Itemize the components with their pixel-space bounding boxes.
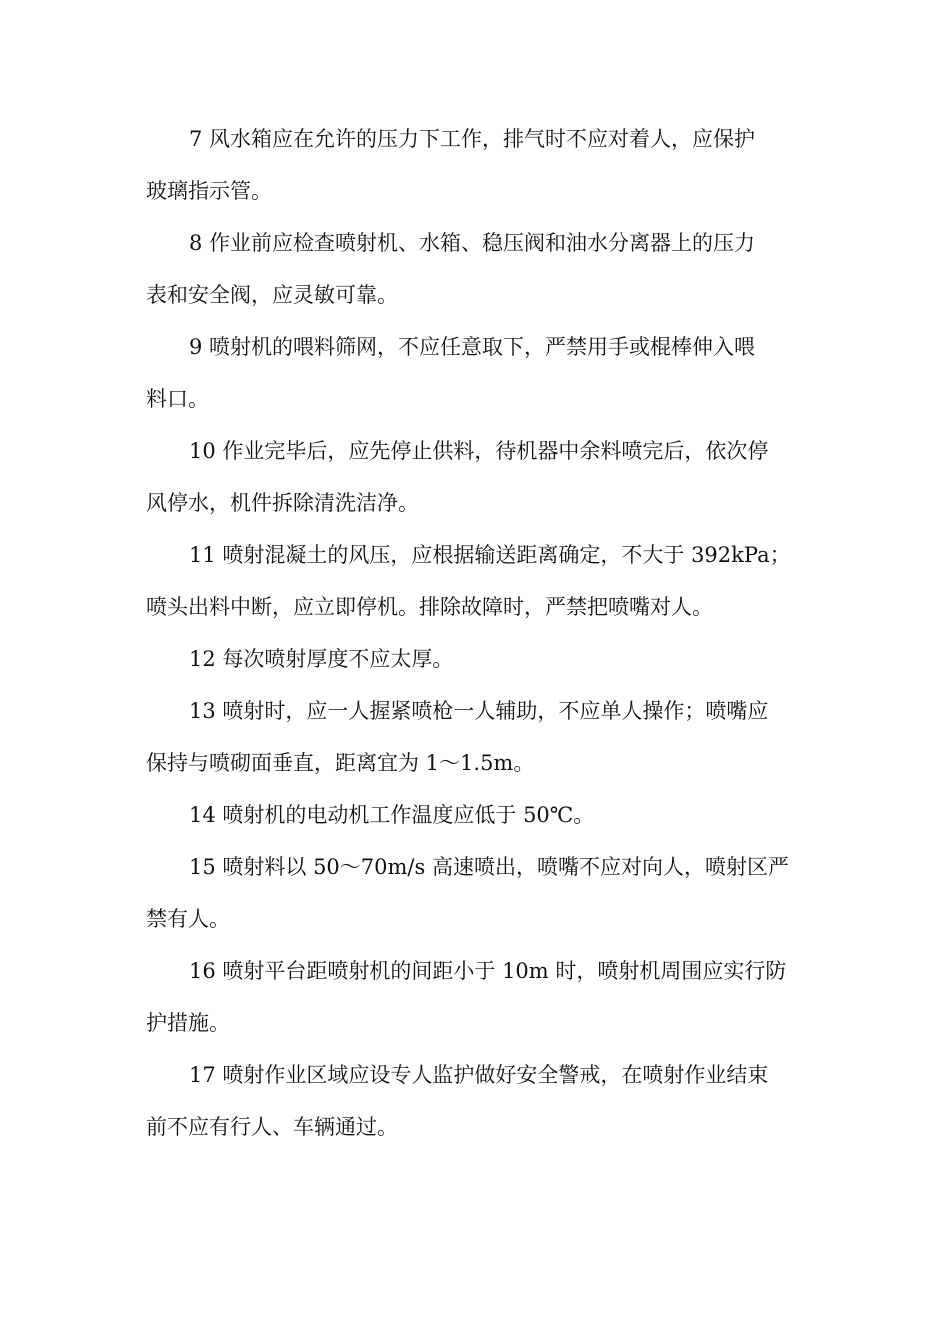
paragraph-line: 风停水，机件拆除清洗洁净。 xyxy=(146,491,419,515)
paragraph-line: 玻璃指示管。 xyxy=(146,179,272,203)
paragraph-8 xyxy=(146,217,806,321)
paragraph-line: 14 喷射机的电动机工作温度应低于 50℃。 xyxy=(189,803,595,827)
paragraph-12 xyxy=(146,633,806,685)
paragraph-line: 10 作业完毕后，应先停止供料，待机器中余料喷完后，依次停 xyxy=(189,439,769,463)
paragraph-line: 16 喷射平台距喷射机的间距小于 10m 时，喷射机周围应实行防 xyxy=(189,959,787,983)
paragraph-line: 12 每次喷射厚度不应太厚。 xyxy=(189,647,454,671)
paragraph-7 xyxy=(146,113,806,217)
paragraph-line: 13 喷射时，应一人握紧喷枪一人辅助，不应单人操作；喷嘴应 xyxy=(189,699,769,723)
paragraph-line: 禁有人。 xyxy=(146,907,230,931)
paragraph-17 xyxy=(146,1049,806,1153)
paragraph-15 xyxy=(146,841,806,945)
paragraph-line: 15 喷射料以 50～70m/s 高速喷出，喷嘴不应对向人，喷射区严 xyxy=(189,855,789,879)
paragraph-14 xyxy=(146,789,806,841)
paragraph-line: 11 喷射混凝土的风压，应根据输送距离确定，不大于 392kPa； xyxy=(189,543,791,567)
paragraph-line: 护措施。 xyxy=(146,1011,230,1035)
paragraph-13 xyxy=(146,685,806,789)
paragraph-11 xyxy=(146,529,806,633)
paragraph-line: 9 喷射机的喂料筛网，不应任意取下，严禁用手或棍棒伸入喂 xyxy=(189,335,756,359)
paragraph-10 xyxy=(146,425,806,529)
paragraph-line: 7 风水箱应在允许的压力下工作，排气时不应对着人，应保护 xyxy=(189,127,756,151)
paragraph-line: 保持与喷砌面垂直，距离宜为 1～1.5m。 xyxy=(146,751,535,775)
paragraph-line: 表和安全阀，应灵敏可靠。 xyxy=(146,283,398,307)
paragraph-line: 料口。 xyxy=(146,387,209,411)
paragraph-line: 17 喷射作业区域应设专人监护做好安全警戒，在喷射作业结束 xyxy=(189,1063,769,1087)
document-body xyxy=(146,113,806,1153)
paragraph-line: 前不应有行人、车辆通过。 xyxy=(146,1115,398,1139)
paragraph-line: 8 作业前应检查喷射机、水箱、稳压阀和油水分离器上的压力 xyxy=(189,231,756,255)
paragraph-9 xyxy=(146,321,806,425)
paragraph-line: 喷头出料中断，应立即停机。排除故障时，严禁把喷嘴对人。 xyxy=(146,595,713,619)
paragraph-16 xyxy=(146,945,806,1049)
